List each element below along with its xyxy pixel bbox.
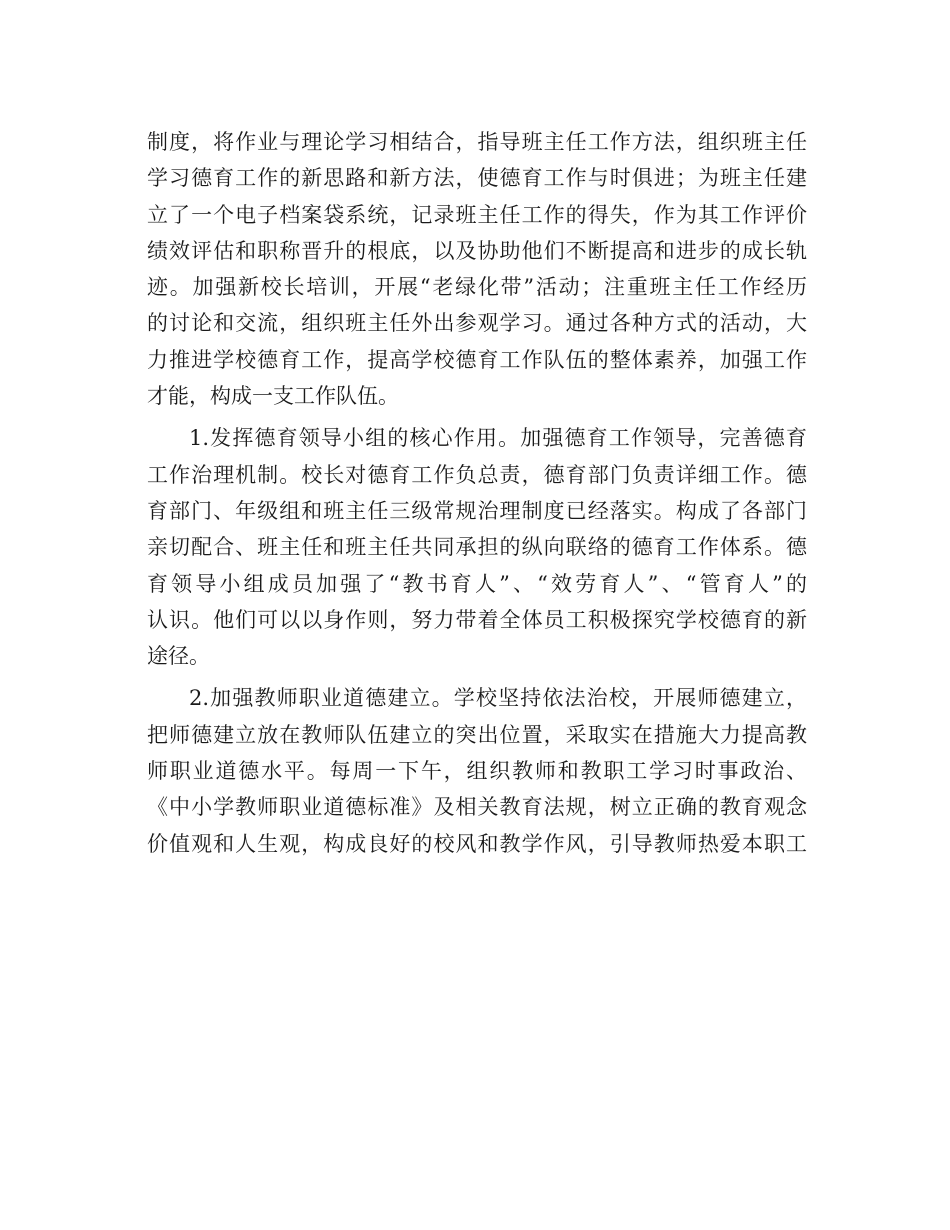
text-line: 途径。 xyxy=(147,644,210,669)
text-line: 工作治理机制。校长对德育工作负总责，德育部门负责详细工作。德 xyxy=(147,462,807,487)
text-line: 绩效评估和职称晋升的根底，以及协助他们不断提高和进步的成长轨 xyxy=(147,238,807,263)
text-line: 迹。加强新校长培训，开展“老绿化带”活动；注重班主任工作经历 xyxy=(147,275,807,300)
text-line: 认识。他们可以以身作则，努力带着全体员工积极探究学校德育的新 xyxy=(147,607,807,632)
text-line: 立了一个电子档案袋系统，记录班主任工作的得失，作为其工作评价 xyxy=(147,202,807,227)
text-line: 师职业道德水平。每周一下午，组织教师和教职工学习时事政治、 xyxy=(147,759,807,784)
text-line: 育部门、年级组和班主任三级常规治理制度已经落实。构成了各部门 xyxy=(147,498,807,523)
text-line: 亲切配合、班主任和班主任共同承担的纵向联络的德育工作体系。德 xyxy=(147,535,807,560)
text-line: 《中小学教师职业道德标准》及相关教育法规，树立正确的教育观念 xyxy=(147,795,807,820)
document-body xyxy=(147,124,807,862)
text-line: 把师德建立放在教师队伍建立的突出位置，采取实在措施大力提高教 xyxy=(147,722,807,747)
text-line: 2.加强教师职业道德建立。学校坚持依法治校，开展师德建立， xyxy=(189,686,807,711)
paragraph xyxy=(147,420,807,674)
text-line: 育领导小组成员加强了“教书育人”、“效劳育人”、“管育人”的 xyxy=(147,571,807,596)
paragraph xyxy=(147,124,807,414)
text-line: 价值观和人生观，构成良好的校风和教学作风，引导教师热爱本职工 xyxy=(147,831,807,856)
text-line: 1.发挥德育领导小组的核心作用。加强德育工作领导，完善德育 xyxy=(189,426,807,451)
text-line: 才能，构成一支工作队伍。 xyxy=(147,384,399,409)
paragraph xyxy=(147,680,807,861)
text-line: 的讨论和交流，组织班主任外出参观学习。通过各种方式的活动，大 xyxy=(147,311,807,336)
text-line: 制度，将作业与理论学习相结合，指导班主任工作方法，组织班主任 xyxy=(147,130,807,154)
text-line: 学习德育工作的新思路和新方法，使德育工作与时俱进；为班主任建 xyxy=(147,166,807,191)
text-line: 力推进学校德育工作，提高学校德育工作队伍的整体素养，加强工作 xyxy=(147,347,807,372)
